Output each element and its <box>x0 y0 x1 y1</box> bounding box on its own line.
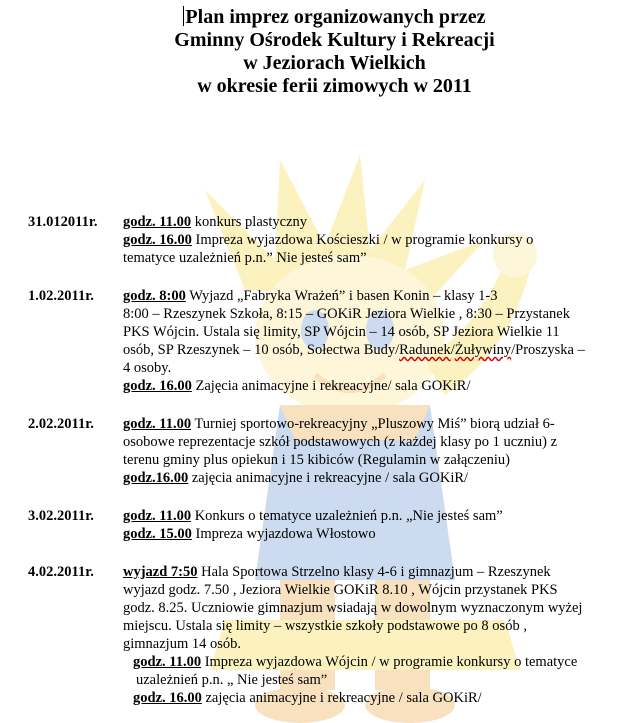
entry-text: Impreza wyjazdowa Wójcin / w programie konkursy o tematyce <box>201 654 578 670</box>
entry-line <box>123 342 585 360</box>
entry-time: godz. 16.00 <box>123 232 192 248</box>
document-title <box>0 6 641 98</box>
entry-text: zajęcia animacyjne i rekreacyjne / sala GOKiR/ <box>201 690 482 706</box>
title-line-2: Gminny Ośrodek Kultury i Rekreacji <box>174 29 495 51</box>
entry-text: 4 osoby. <box>123 360 172 376</box>
entry-line <box>133 690 482 708</box>
entry-text: Hala Sportowa Strzelno klasy 4-6 i gimnazjum – Rzeszynek <box>197 564 551 580</box>
entry-line <box>123 564 551 582</box>
entry-text: miejscu. Ustala się limity – wszystkie szkoły podstawowe po 8 osób , <box>123 618 527 634</box>
entry-text: 8:00 – Rzeszynek Szkoła, 8:15 – GOKiR Jeziora Wielkie , 8:30 – Przystanek <box>123 306 570 322</box>
entry-text: Impreza wyjazdowa Kościeszki / w programie konkursy o <box>191 232 534 248</box>
entry-line <box>123 214 307 232</box>
entry-line <box>123 378 470 396</box>
entry-date: 2.02.2011r. <box>28 416 94 432</box>
entry-line <box>123 470 468 488</box>
title-line-1: Plan imprez organizowanych przez <box>185 6 486 28</box>
entry-text: osobowe reprezentacje szkół podstawowych (z każdej klasy po 1 uczniu) z <box>123 434 558 450</box>
entry-time: wyjazd 7:50 <box>123 564 198 580</box>
entry-line <box>123 416 555 434</box>
entry-line <box>123 526 376 544</box>
entry-time: godz. 16.00 <box>123 378 192 394</box>
entry-time: godz. 8:00 <box>123 288 186 304</box>
entry-date: 31.012011r. <box>28 214 98 230</box>
entry-date: 1.02.2011r. <box>28 288 94 304</box>
entry-line <box>123 288 498 306</box>
entry-time: godz. 11.00 <box>133 654 202 670</box>
entry-text: tematyce uzależnień p.n.” Nie jesteś sam” <box>123 250 367 266</box>
entry-time: godz. 11.00 <box>123 416 192 432</box>
entry-line <box>123 232 533 250</box>
entry-date: 3.02.2011r. <box>28 508 94 524</box>
spellcheck-word: Radunek <box>399 342 451 358</box>
entry-text: godz. 8.25. Uczniowie gimnazjum wsiadają w dowolnym wyznaczonym wyżej <box>123 600 583 616</box>
entry-text: gimnazjum 14 osób. <box>123 636 242 652</box>
entry-time: godz. 11.00 <box>123 214 192 230</box>
entry-text: Zajęcia animacyjne i rekreacyjne/ sala GOKiR/ <box>191 378 471 394</box>
entry-text: Wyjazd „Fabryka Wrażeń” i basen Konin – klasy 1-3 <box>185 288 498 304</box>
entry-text: zajęcia animacyjne i rekreacyjne / sala GOKiR/ <box>188 470 469 486</box>
entry-text: uzależnień p.n. „ Nie jesteś sam” <box>136 672 328 688</box>
entry-date: 4.02.2011r. <box>28 564 94 580</box>
entry-text: wyjazd godz. 7.50 , Jeziora Wielkie GOKiR 8.10 , Wójcin przystanek PKS <box>123 582 558 598</box>
entry-text: Turniej sportowo-rekreacyjny „Pluszowy Miś” biorą udział 6- <box>191 416 555 432</box>
entry-text: Impreza wyjazdowa Włostowo <box>191 526 376 542</box>
spellcheck-word: Żuływiny <box>454 342 512 358</box>
entry-line <box>123 508 503 526</box>
entry-time: godz. 15.00 <box>123 526 192 542</box>
entry-time: godz. 16.00 <box>133 690 202 706</box>
entry-time: godz.16.00 <box>123 470 189 486</box>
entry-text: /Proszyska – <box>511 342 585 358</box>
entry-text: PKS Wójcin. Ustala się limity, SP Wójcin – 14 osób, SP Jeziora Wielkie 11 <box>123 324 560 340</box>
entry-text: terenu gminy plus opiekun i 15 kibiców (Regulamin w załączeniu) <box>123 452 510 468</box>
entry-text: osób, SP Rzeszynek – 10 osób, Sołectwa Budy/ <box>123 342 400 358</box>
entry-text: Konkurs o tematyce uzależnień p.n. „Nie jesteś sam” <box>191 508 503 524</box>
entry-line <box>133 654 577 672</box>
entry-text: konkurs plastyczny <box>191 214 308 230</box>
title-line-3: w Jeziorach Wielkich <box>243 52 426 74</box>
title-line-4: w okresie ferii zimowych w 2011 <box>197 75 472 97</box>
entry-time: godz. 11.00 <box>123 508 192 524</box>
entry-text: / <box>450 342 455 358</box>
